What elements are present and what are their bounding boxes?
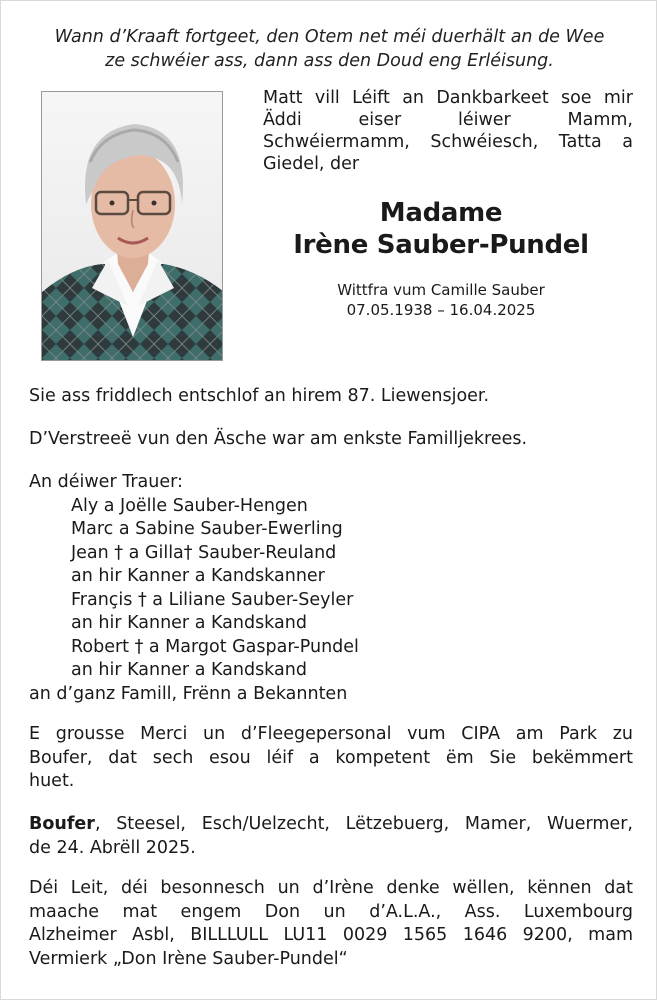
mourners-closing: an d’ganz Famill, Frënn a Bekannten — [29, 683, 348, 704]
place-rest: , Steesel, Esch/Uelzecht, Lëtzebuerg, Mamer, Wuermer, — [94, 814, 633, 834]
donation-line: Alzheimer Asbl, BILLLULL LU11 0029 1565 1646 9200, mam — [29, 925, 633, 945]
donation-text — [29, 877, 633, 971]
intro-line: Schwéiermamm, Schwéiesch, Tatta a — [263, 132, 633, 152]
intro-line: Äddi eiser léiwer Mamm, — [263, 110, 633, 130]
funeral-text — [29, 428, 633, 452]
date-line: de 24. Abrëll 2025. — [29, 837, 196, 858]
place-date — [29, 813, 633, 860]
deceased-name: Irène Sauber-Pundel — [293, 230, 589, 260]
mourner-line: an hir Kanner a Kandskand — [71, 660, 307, 680]
mourner-line: Aly a Joëlle Sauber-Hengen — [71, 495, 308, 516]
funeral-line: D’Verstreeë vun den Äsche war am enkste Familljekrees. — [29, 429, 528, 449]
deceased-details — [241, 280, 641, 320]
mourners-list — [29, 471, 633, 706]
mourner-line: Jean † a Gilla† Sauber-Reuland — [71, 542, 337, 563]
thanks-line: E grousse Merci un d’Fleegepersonal vum CIPA am Park zu — [29, 724, 633, 744]
mourner-line: Marc a Sabine Sauber-Ewerling — [71, 519, 343, 539]
mourner-line: an hir Kanner a Kandskand — [71, 613, 307, 633]
donation-line: Vermierk „Don Irène Sauber-Pundel“ — [29, 948, 348, 969]
portrait-photo — [41, 91, 223, 361]
donation-line: Déi Leit, déi besonnesch un d’Irène denke wëllen, kënnen dat — [29, 878, 633, 898]
place-line — [29, 813, 633, 837]
mourner-line: an hir Kanner a Kandskanner — [71, 566, 325, 586]
widow-of: Wittfra vum Camille Sauber — [337, 281, 545, 299]
intro-text — [263, 87, 633, 175]
portrait-image — [42, 92, 223, 361]
mourner-line: Robert † a Margot Gaspar-Pundel — [71, 636, 359, 657]
thanks-text — [29, 723, 633, 794]
intro-line: Matt vill Léift an Dankbarkeet soe mir — [263, 88, 633, 108]
passing-line: Sie ass friddlech entschlof an hirem 87. Liewensjoer. — [29, 386, 490, 406]
motto-line: ze schwéier ass, dann ass den Doud eng Erléisung. — [105, 51, 554, 71]
passing-text — [29, 385, 633, 409]
motto-line: Wann d’Kraaft fortgeet, den Otem net méi duerhält an de Wee — [54, 27, 605, 47]
thanks-line: Boufer, dat sech esou léif a kompetent ëm Sie bekëmmert — [29, 747, 633, 768]
deceased-name-block — [241, 197, 641, 261]
place-name: Boufer — [29, 814, 95, 834]
motto — [21, 25, 638, 73]
mourner-line: Françis † a Liliane Sauber-Seyler — [71, 589, 354, 610]
mourners-heading: An déiwer Trauer: — [29, 472, 183, 492]
thanks-line: huet. — [29, 771, 75, 791]
life-dates: 07.05.1938 – 16.04.2025 — [346, 301, 536, 319]
deceased-title: Madame — [379, 198, 503, 228]
intro-line: Giedel, der — [263, 154, 360, 174]
donation-line: maache mat engem Don un d’A.L.A., Ass. Luxembourg — [29, 901, 633, 922]
